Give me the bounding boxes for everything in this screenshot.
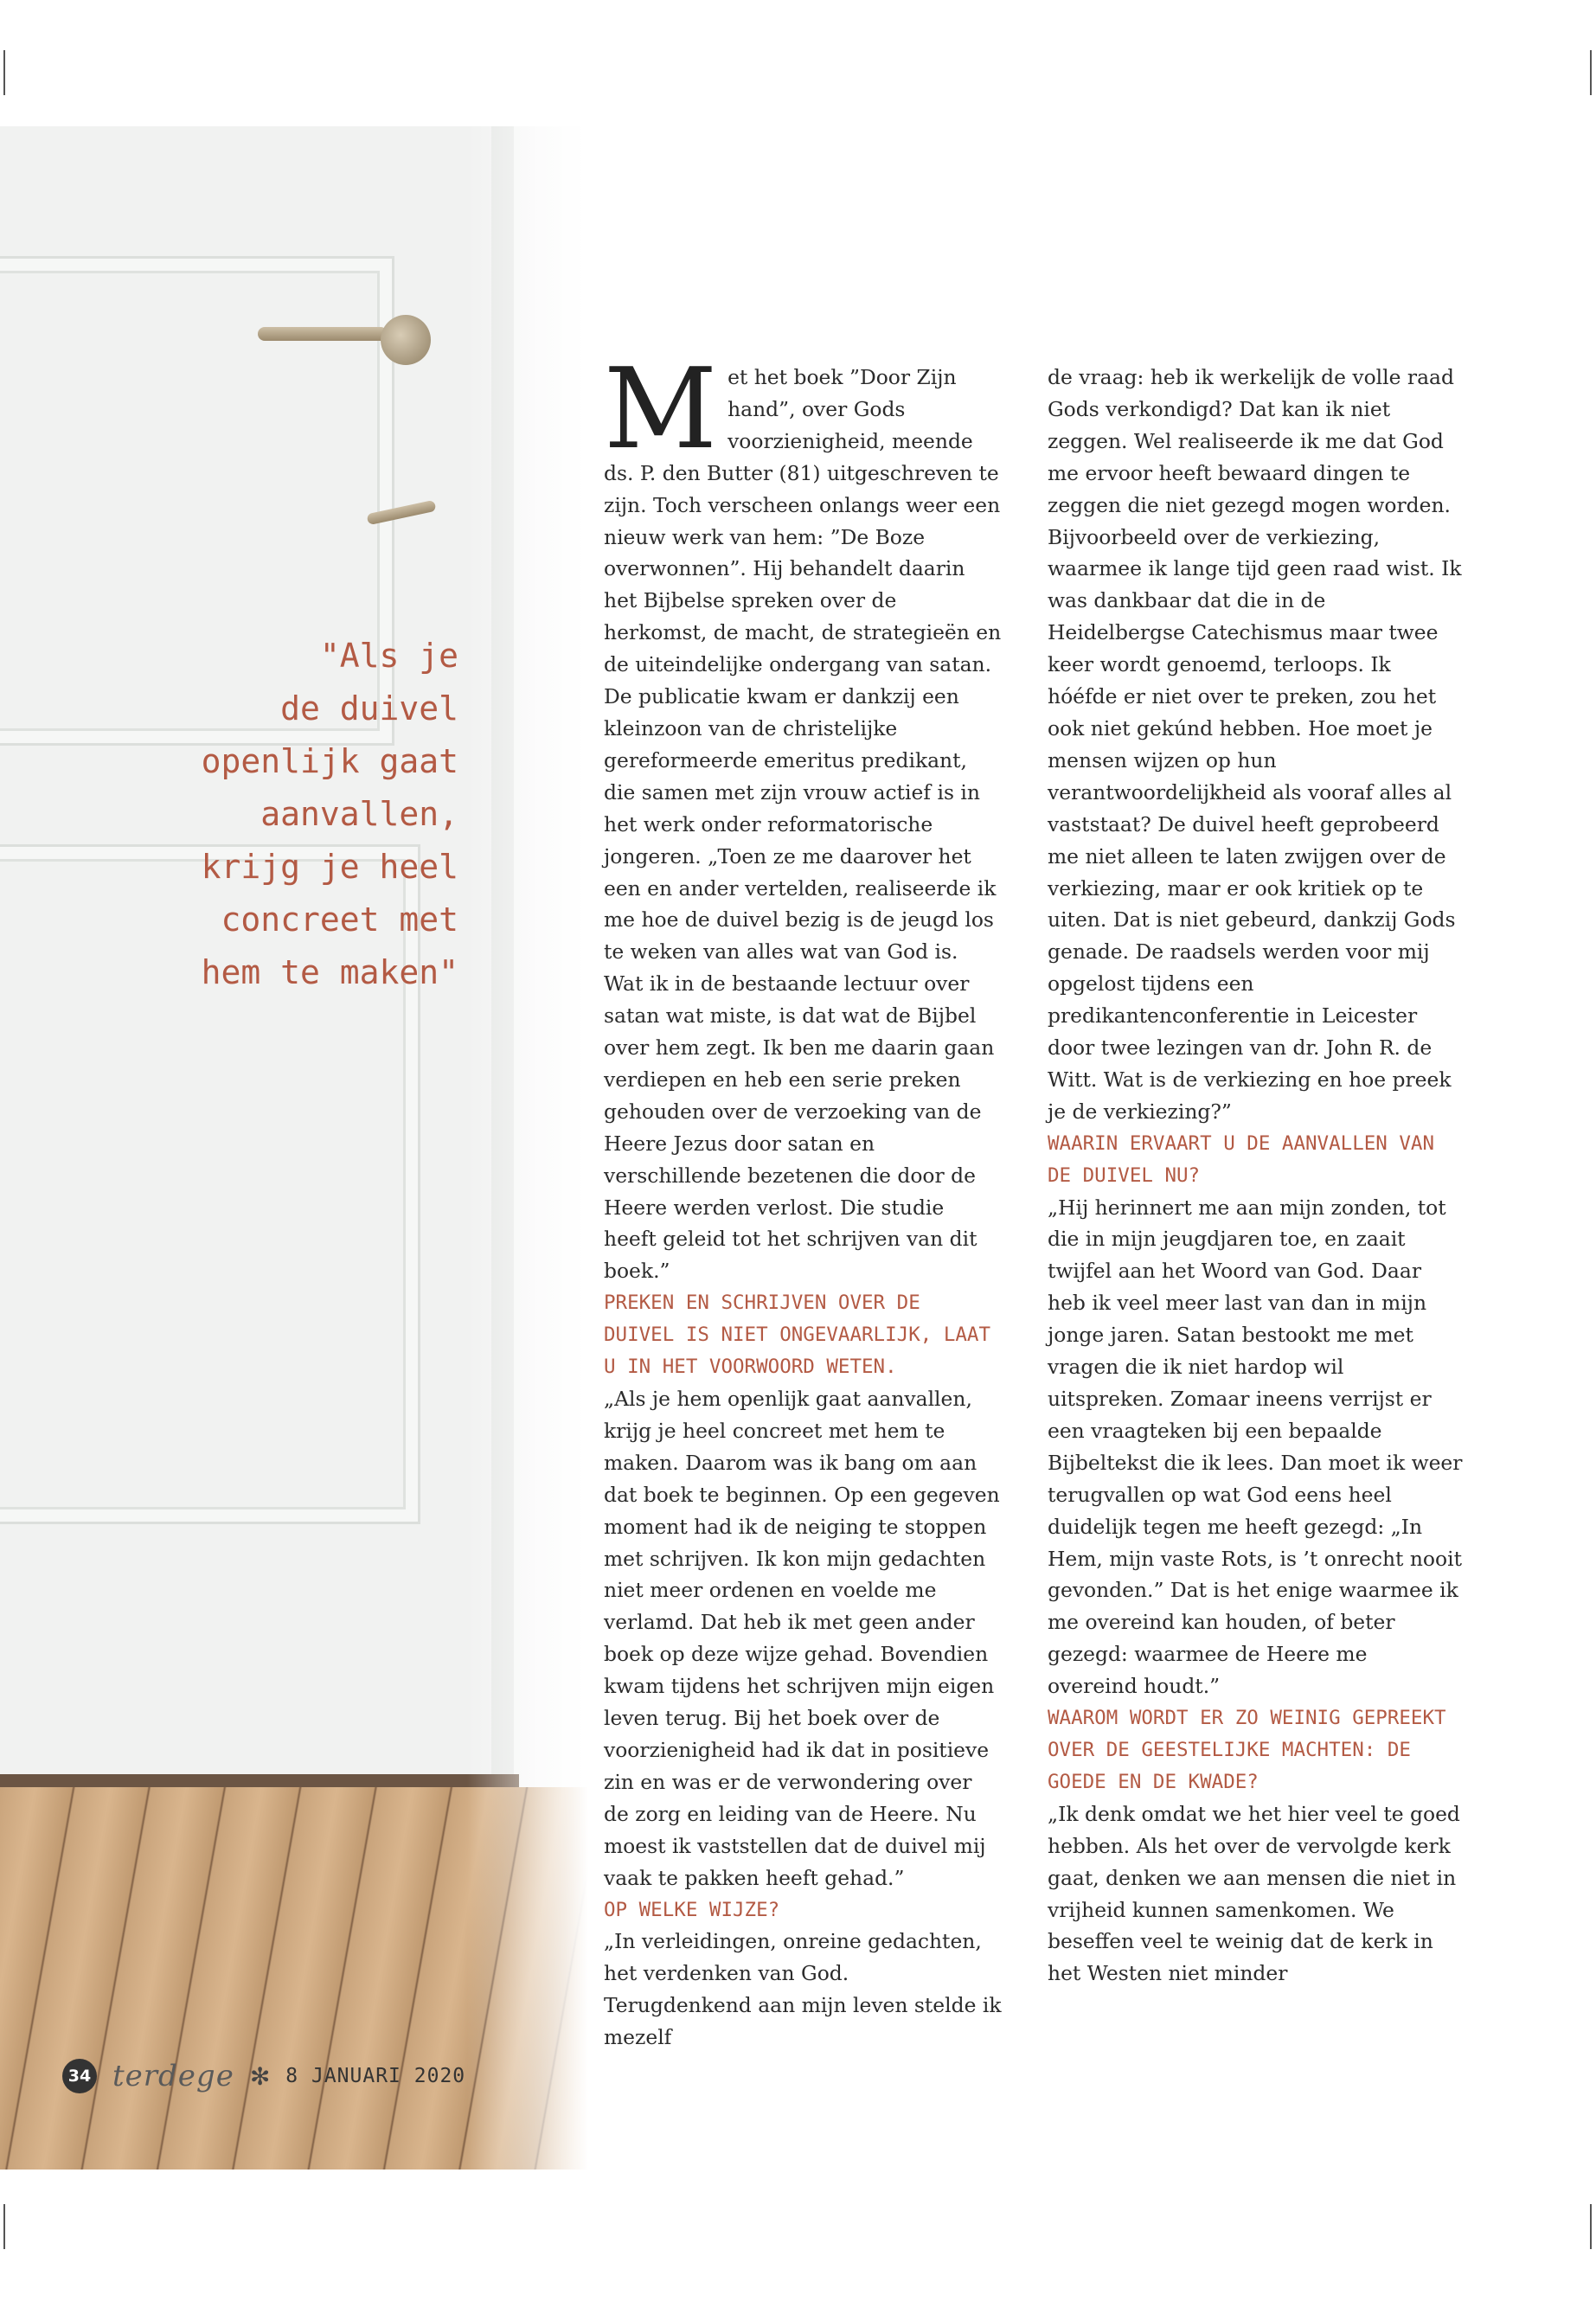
issue-date: 8 JANUARI 2020 bbox=[285, 2065, 466, 2087]
door-handle bbox=[258, 327, 388, 341]
crop-mark bbox=[3, 50, 5, 95]
crop-mark bbox=[1590, 2204, 1592, 2249]
paragraph: „Als je hem openlijk gaat aanvallen, krijg je heel concreet met hem te maken. Daarom was ik bang om aan dat boek te beginnen. Op een gegeven moment had ik de neiging te stoppen met schrijven. Ik kon mijn gedachten niet meer ordenen en voelde me verlamd. Dat heb ik met geen ander boek op deze wijze gehad. Bovendien kwam tijdens het schrijven mijn eigen leven terug. Bij het boek over de voorzienigheid had ik dat in positieve zin en was er de verwondering over de zorg en leiding van de Heere. Nu moest ik vaststellen dat de duivel mij vaak te pakken heeft gehad.” bbox=[604, 1387, 1000, 1890]
subheading: PREKEN EN SCHRIJVEN OVER DE DUIVEL IS NIET ONGEVAARLIJK, LAAT U IN HET VOORWOORD WETEN. bbox=[604, 1292, 991, 1379]
page-number: 34 bbox=[62, 2059, 97, 2093]
article-column-1 bbox=[604, 345, 1002, 2054]
paragraph: „Ik denk omdat we het hier veel te goed hebben. Als het over de vervolgde kerk gaat, denken we aan mensen die niet in vrijheid kunnen samenkomen. We beseffen veel te weinig dat de kerk in het Westen niet minder bbox=[1048, 1801, 1460, 1986]
pull-quote-line: de duivel bbox=[280, 689, 458, 727]
pull-quote-line: "Als je bbox=[319, 637, 458, 675]
asterisk-icon: ✻ bbox=[249, 2061, 271, 2091]
pull-quote-line: hem te maken" bbox=[201, 953, 458, 991]
pull-quote-line: aanvallen, bbox=[260, 795, 458, 833]
pull-quote-line: krijg je heel bbox=[201, 848, 458, 886]
drop-cap: M bbox=[604, 345, 718, 474]
paragraph: de vraag: heb ik werkelijk de volle raad Gods verkondigd? Dat kan ik niet zeggen. Wel realiseerde ik me dat God me ervoor heeft bewaard dingen te zeggen die niet gezegd mogen worden. Bijvoorbeeld over de verkiezing, waarmee ik lange tijd geen raad wist. Ik was dankbaar dat die in de Heidelbergse Catechismus maar twee keer wordt genoemd, terloops. Ik hóéfde er niet over te preken, zou het ook niet gekúnd hebben. Hoe moet je mensen wijzen op hun verantwoordelijkheid als vooraf alles al vaststaat? De duivel heeft geprobeerd me niet alleen te laten zwijgen over de verkiezing, maar er ook kritiek op te uiten. Dat is niet gebeurd, dankzij Gods genade. De raadsels werden voor mij opgelost tijdens een predikantenconferentie in Leicester door twee lezingen van dr. John R. de Witt. Wat is de verkiezing en hoe preek je de verkiezing?” bbox=[1048, 365, 1462, 1124]
article-column-2 bbox=[1048, 362, 1463, 1990]
crop-mark bbox=[1590, 50, 1592, 95]
pull-quote-line: concreet met bbox=[221, 901, 458, 939]
subheading: OP WELKE WIJZE? bbox=[604, 1898, 780, 1921]
paragraph: De publicatie kwam er dankzij een kleinzoon van de christelijke gereformeerde emeritus predikant, die samen met zijn vrouw actief is in het werk onder reformatorische jongeren. „Toen ze me daarover het een en ander vertelden, realiseerde ik me hoe de duivel bezig is de jeugd los te weken van alles wat van God is. Wat ik in de bestaande lectuur over satan wat miste, is dat wat de Bijbel over hem zegt. Ik ben me daarin gaan verdiepen en heb een serie preken gehouden over de verzoeking van de Heere Jezus door satan en verschillende bezetenen die door de Heere werden verlost. Die studie heeft geleid tot het schrijven van dit boek.” bbox=[604, 684, 997, 1284]
pull-quote-line: openlijk gaat bbox=[201, 742, 458, 780]
subheading: WAARIN ERVAART U DE AANVALLEN VAN DE DUIVEL NU? bbox=[1048, 1131, 1435, 1187]
page-footer bbox=[62, 2059, 465, 2093]
paragraph: „In verleidingen, onreine gedachten, het verdenken van God. Terugdenkend aan mijn leven stelde ik mezelf bbox=[604, 1929, 1002, 2050]
paragraph: et het boek ”Door Zijn hand”, over Gods voorzienigheid, meende ds. P. den Butter (81) uitgeschreven te zijn. Toch verscheen onlangs weer een nieuw werk van hem: ”De Boze overwonnen”. Hij behandelt daarin het Bijbelse spreken over de herkomst, de macht, de strategieën en de uiteindelijke ondergang van satan. bbox=[604, 365, 1002, 677]
crop-mark bbox=[3, 2204, 5, 2249]
door-rosette bbox=[381, 315, 431, 365]
magazine-logo: terdege bbox=[112, 2059, 234, 2093]
subheading: WAAROM WORDT ER ZO WEINIG GEPREEKT OVER DE GEESTELIJKE MACHTEN: DE GOEDE EN DE KWADE? bbox=[1048, 1707, 1446, 1793]
photo-fade bbox=[467, 126, 588, 2170]
pull-quote bbox=[138, 630, 458, 999]
door-photo bbox=[0, 126, 588, 2170]
paragraph: „Hij herinnert me aan mijn zonden, tot die in mijn jeugdjaren toe, en zaait twijfel aan het Woord van God. Daar heb ik veel meer last van dan in mijn jonge jaren. Satan bestookt me met vragen die ik niet hardop wil uitspreken. Zomaar ineens verrijst er een vraagteken bij een bepaalde Bijbeltekst die ik lees. Dan moet ik weer terugvallen op wat God eens heel duidelijk tegen me heeft gezegd: „In Hem, mijn vaste Rots, is ’t onrecht nooit gevonden.” Dat is het enige waarmee ik me overeind kan houden, of beter gezegd: waarmee de Heere me overeind houdt.” bbox=[1048, 1195, 1463, 1699]
